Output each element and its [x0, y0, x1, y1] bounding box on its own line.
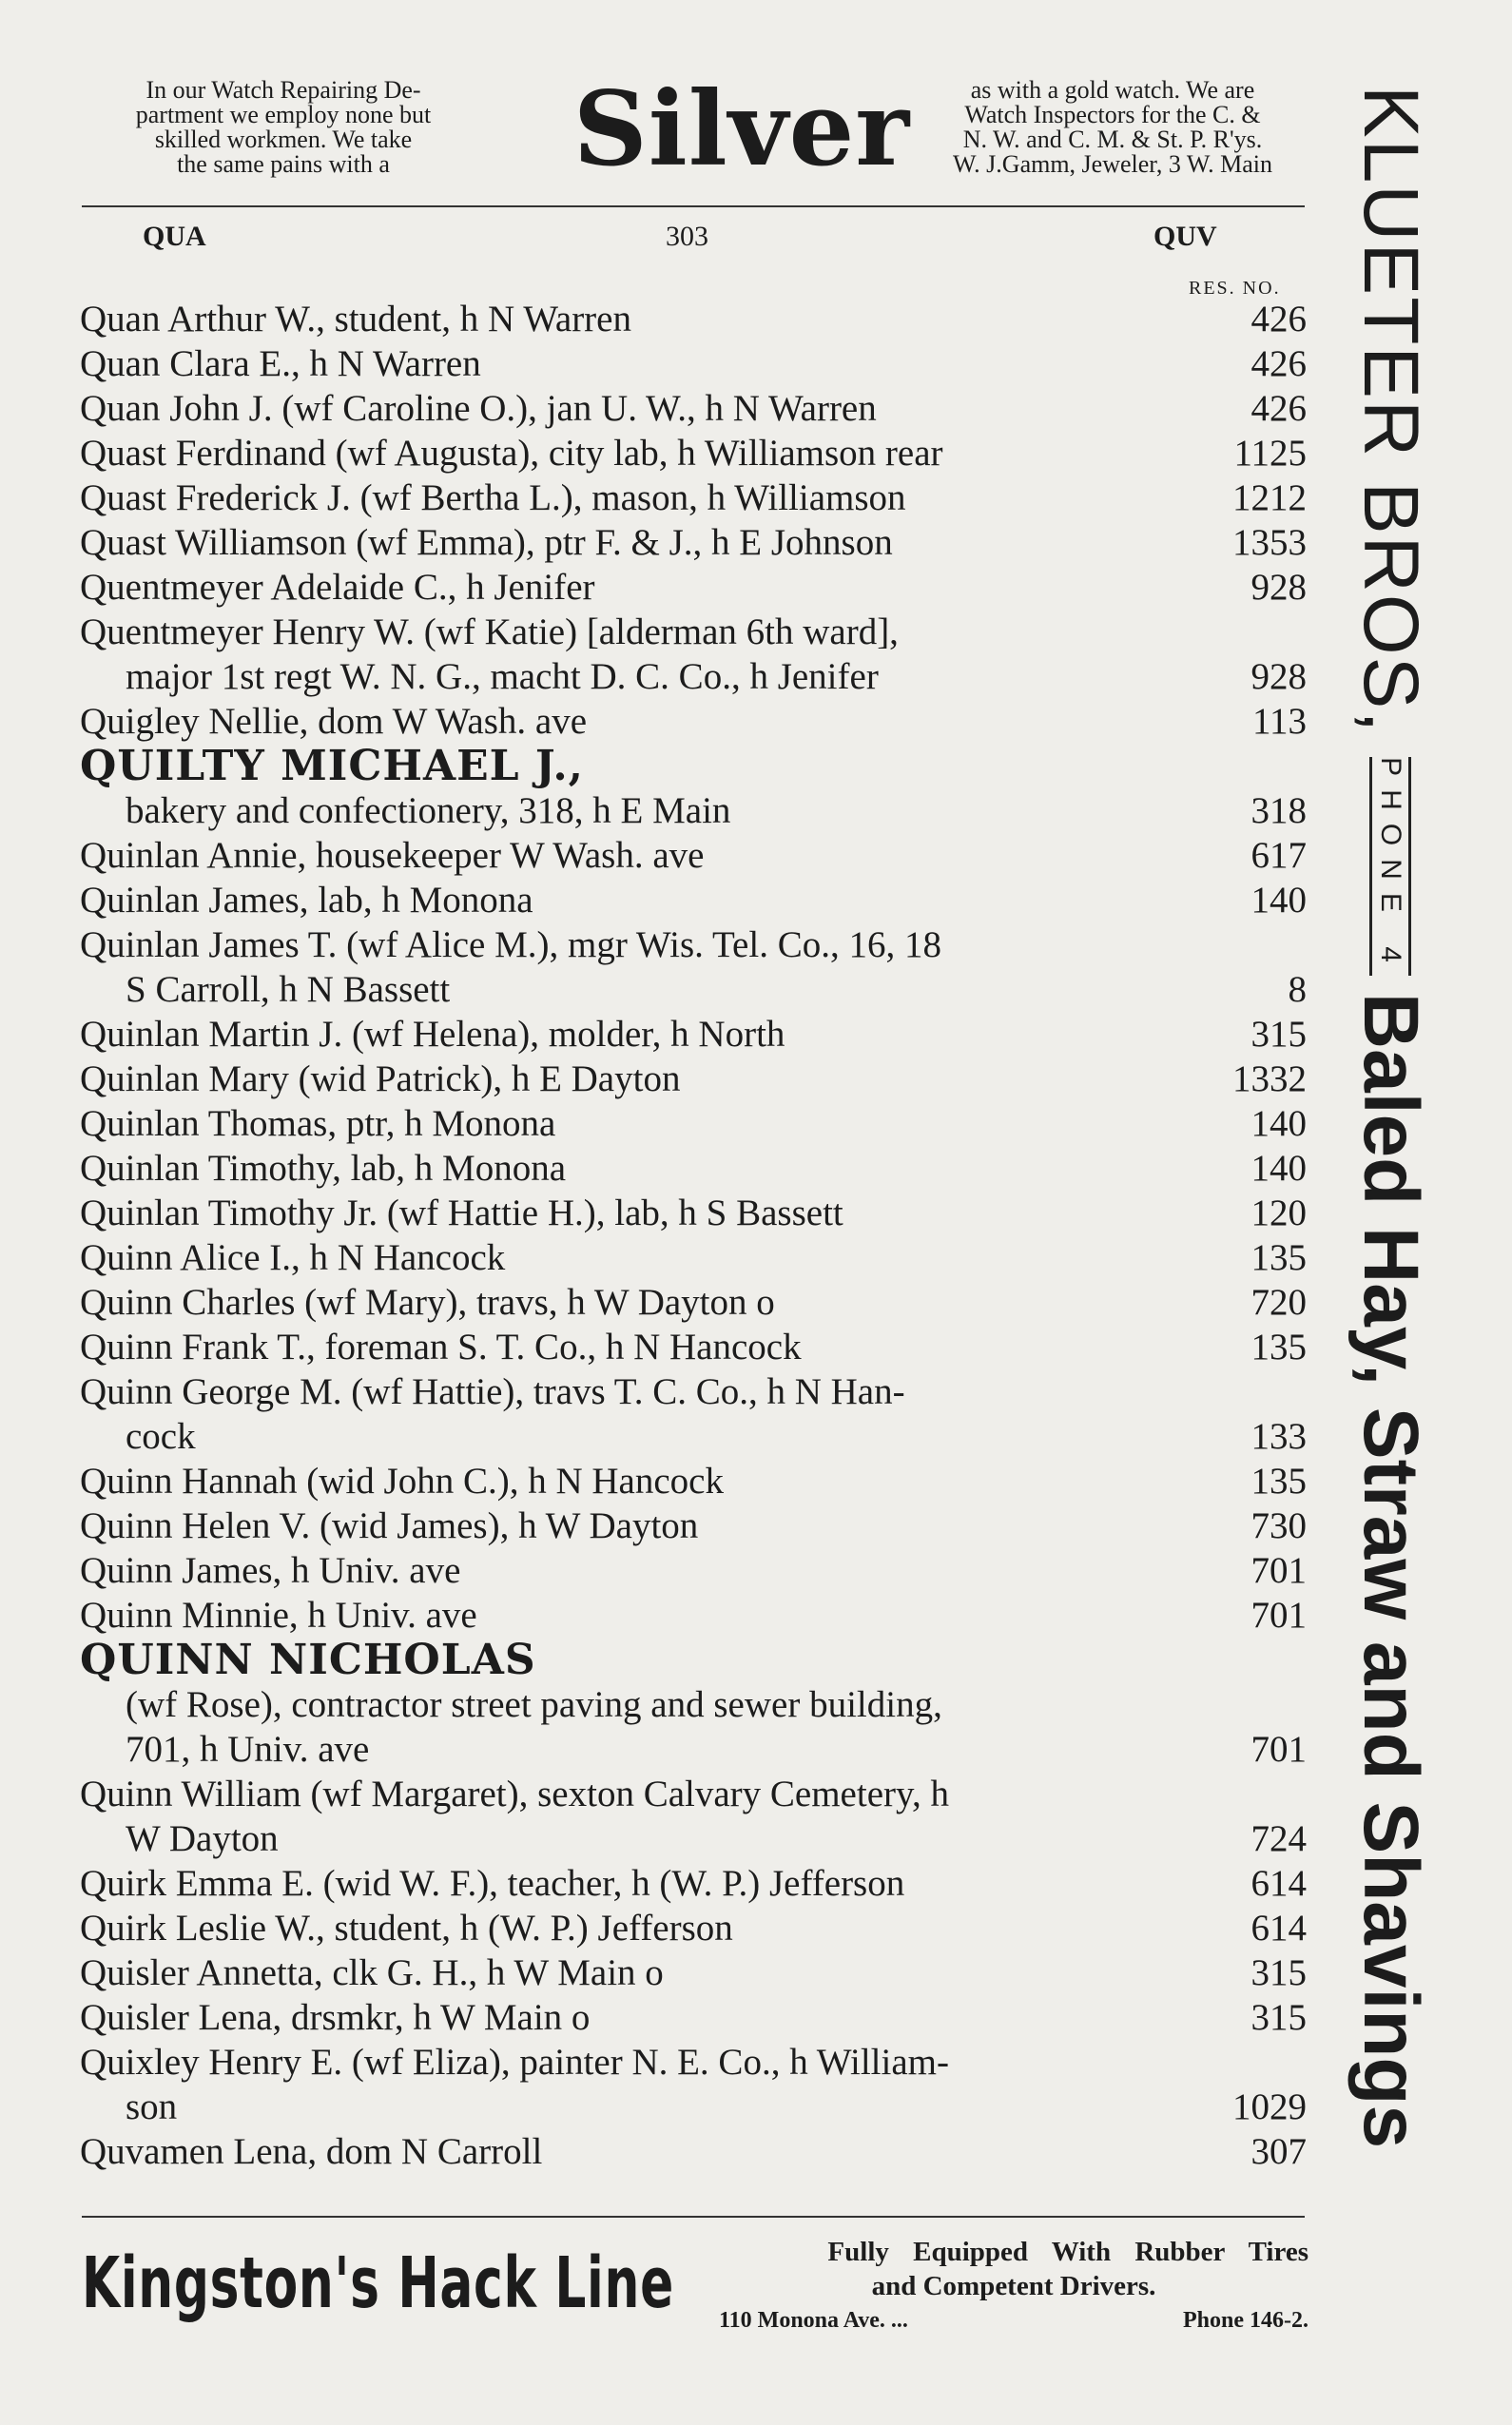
side-advertisement — [1324, 86, 1457, 2368]
directory-entry — [80, 1235, 1307, 1280]
residence-number: 307 — [1250, 2131, 1307, 2172]
residence-number: 614 — [1250, 1908, 1307, 1949]
residence-number: 701 — [1250, 1729, 1307, 1770]
directory-entry — [80, 833, 1307, 878]
directory-entry — [80, 1057, 1307, 1101]
entry-text: QUINN NICHOLAS — [80, 1636, 536, 1684]
directory-entry — [80, 1950, 1307, 1995]
entry-text: major 1st regt W. N. G., macht D. C. Co., h Jenifer — [126, 656, 879, 697]
entry-text: W Dayton — [126, 1818, 279, 1859]
entry-text: Quinlan James T. (wf Alice M.), mgr Wis. Tel. Co., 16, 18 — [80, 924, 941, 965]
directory-entry — [80, 1548, 1307, 1593]
ad-right-text — [913, 78, 1312, 177]
entry-text: Quinlan James, lab, h Monona — [80, 880, 533, 921]
entry-text: Quirk Emma E. (wid W. F.), teacher, h (W. P.) Jefferson — [80, 1863, 905, 1904]
running-head-left: QUA — [143, 221, 206, 252]
entry-text: bakery and confectionery, 318, h E Main — [126, 790, 731, 831]
residence-number: 135 — [1250, 1327, 1307, 1368]
directory-entry — [80, 699, 1307, 744]
entry-text: Quinn Charles (wf Mary), travs, h W Dayton o — [80, 1282, 775, 1323]
ad-left-line: partment we employ none but — [135, 101, 432, 128]
directory-entry — [80, 565, 1307, 610]
entry-continuation — [80, 1816, 1307, 1861]
residence-number: 113 — [1251, 701, 1307, 742]
entry-text: Quinn Hannah (wid John C.), h N Hancock — [80, 1461, 724, 1502]
directory-entry — [80, 386, 1307, 431]
directory-entry — [80, 341, 1307, 386]
residence-number: 730 — [1250, 1505, 1307, 1546]
ad-left-text — [84, 78, 483, 177]
ad-left-line: skilled workmen. We take — [154, 126, 413, 153]
directory-entry — [80, 520, 1307, 565]
ad-left-line: In our Watch Repairing De- — [145, 76, 421, 104]
entry-continuation — [80, 788, 1307, 833]
entry-text: Quixley Henry E. (wf Eliza), painter N. E. Co., h William- — [80, 2042, 949, 2083]
entry-continuation — [80, 654, 1307, 699]
residence-number: 140 — [1250, 880, 1307, 921]
entry-text: Quinn James, h Univ. ave — [80, 1550, 461, 1591]
bottom-ad-contact — [719, 2303, 1308, 2338]
residence-number: 8 — [1288, 969, 1307, 1010]
res-no-column-header: RES. NO. — [1189, 278, 1281, 299]
entry-text: Quinlan Thomas, ptr, h Monona — [80, 1103, 556, 1144]
residence-number: 617 — [1250, 835, 1307, 876]
residence-number: 315 — [1250, 1997, 1307, 2038]
residence-number: 701 — [1250, 1550, 1307, 1591]
directory-entry — [80, 1459, 1307, 1504]
entry-text: son — [126, 2086, 178, 2127]
entry-continuation — [80, 967, 1307, 1012]
entry-text: Quinn Helen V. (wid James), h W Dayton — [80, 1505, 699, 1546]
directory-entry — [80, 1906, 1307, 1950]
ad-right-line: as with a gold watch. We are — [970, 76, 1255, 104]
entry-text: 701, h Univ. ave — [126, 1729, 370, 1770]
directory-entry — [80, 475, 1307, 520]
residence-number: 426 — [1250, 388, 1307, 429]
entry-text: Quast Williamson (wf Emma), ptr F. & J., h E Johnson — [80, 522, 893, 563]
residence-number: 701 — [1250, 1595, 1307, 1636]
entry-text: Quinn Frank T., foreman S. T. Co., h N Hancock — [80, 1327, 802, 1368]
residence-number: 1029 — [1232, 2086, 1307, 2127]
entry-text: Quinn George M. (wf Hattie), travs T. C. Co., h N Han- — [80, 1371, 905, 1412]
entry-text: Quentmeyer Adelaide C., h Jenifer — [80, 567, 595, 608]
directory-entry — [80, 431, 1307, 475]
directory-entry — [80, 1593, 1307, 1638]
directory-entry — [80, 1191, 1307, 1235]
residence-number: 928 — [1250, 567, 1307, 608]
residence-number: 315 — [1250, 1014, 1307, 1055]
residence-number: 724 — [1250, 1818, 1307, 1859]
entry-heading — [80, 1638, 1307, 1682]
residence-number: 1332 — [1232, 1058, 1307, 1099]
side-ad-phone: PHONE 4 — [1369, 757, 1411, 976]
residence-number: 426 — [1250, 299, 1307, 340]
bottom-ad-phone: Phone 146-2. — [1183, 2308, 1308, 2333]
directory-entry — [80, 1772, 1307, 1816]
entry-text: Quast Frederick J. (wf Bertha L.), mason, h Williamson — [80, 477, 906, 518]
residence-number: 614 — [1250, 1863, 1307, 1904]
entry-text: Quan Clara E., h N Warren — [80, 343, 481, 384]
entry-text: Quvamen Lena, dom N Carroll — [80, 2131, 543, 2172]
bottom-advertisement — [82, 2231, 1308, 2345]
entry-continuation — [80, 1727, 1307, 1772]
entry-text: S Carroll, h N Bassett — [126, 969, 451, 1010]
directory-entry — [80, 1861, 1307, 1906]
residence-number: 318 — [1250, 790, 1307, 831]
residence-number: 140 — [1250, 1148, 1307, 1189]
residence-number: 1212 — [1232, 477, 1307, 518]
bottom-ad-address: 110 Monona Ave. ... — [719, 2308, 908, 2333]
ad-right-line: Watch Inspectors for the C. & — [964, 101, 1261, 128]
entry-continuation — [80, 2085, 1307, 2129]
entry-text: Quinlan Timothy, lab, h Monona — [80, 1148, 566, 1189]
entry-text: Quinn William (wf Margaret), sexton Calvary Cemetery, h — [80, 1774, 949, 1814]
directory-entry — [80, 1146, 1307, 1191]
directory-entry — [80, 1504, 1307, 1548]
top-divider — [82, 205, 1305, 207]
entry-text: Quinn Alice I., h N Hancock — [80, 1237, 506, 1278]
directory-entry — [80, 610, 1307, 654]
ad-right-line: W. J.Gamm, Jeweler, 3 W. Main — [953, 150, 1272, 178]
residence-number: 135 — [1250, 1237, 1307, 1278]
residence-number: 120 — [1250, 1193, 1307, 1233]
directory-entry — [80, 1012, 1307, 1057]
ad-right-line: N. W. and C. M. & St. P. R'ys. — [962, 126, 1263, 153]
bottom-ad-line1: Fully Equipped With Rubber Tires — [827, 2237, 1308, 2267]
residence-number: 315 — [1250, 1952, 1307, 1993]
entry-text: Quan John J. (wf Caroline O.), jan U. W., h N Warren — [80, 388, 877, 429]
entry-text: Quentmeyer Henry W. (wf Katie) [alderman 6th ward], — [80, 611, 899, 652]
page-number: 303 — [666, 221, 708, 252]
residence-number: 426 — [1250, 343, 1307, 384]
directory-entry — [80, 878, 1307, 922]
ad-headline: Silver — [572, 69, 911, 189]
entry-text: Quinn Minnie, h Univ. ave — [80, 1595, 477, 1636]
directory-entries — [80, 297, 1307, 2174]
top-advertisement — [76, 69, 1312, 202]
directory-entry — [80, 1101, 1307, 1146]
entry-text: Quinlan Mary (wid Patrick), h E Dayton — [80, 1058, 681, 1099]
bottom-ad-name: Kingston's Hack Line — [82, 2242, 674, 2324]
entry-text: cock — [126, 1416, 196, 1457]
directory-entry — [80, 2129, 1307, 2174]
entry-text: (wf Rose), contractor street paving and sewer building, — [126, 1684, 942, 1725]
directory-entry — [80, 297, 1307, 341]
ad-left-line: the same pains with a — [177, 150, 390, 178]
bottom-divider — [82, 2216, 1305, 2218]
bottom-ad-details — [719, 2235, 1308, 2338]
residence-number: 133 — [1250, 1416, 1307, 1457]
entry-text: Quan Arthur W., student, h N Warren — [80, 299, 631, 340]
entry-text: Quisler Annetta, clk G. H., h W Main o — [80, 1952, 664, 1993]
side-ad-product: Baled Hay, Straw and Shavings — [1347, 992, 1434, 2149]
directory-entry — [80, 1995, 1307, 2040]
directory-entry — [80, 1325, 1307, 1369]
entry-text: Quisler Lena, drsmkr, h W Main o — [80, 1997, 591, 2038]
entry-text: Quinlan Martin J. (wf Helena), molder, h North — [80, 1014, 785, 1055]
residence-number: 720 — [1250, 1282, 1307, 1323]
directory-entry — [80, 2040, 1307, 2085]
entry-text: QUILTY MICHAEL J., — [80, 742, 584, 790]
directory-entry — [80, 1369, 1307, 1414]
residence-number: 1125 — [1233, 433, 1307, 474]
running-head-right: QUV — [1153, 221, 1217, 252]
side-ad-name: KLUETER BROS, — [1347, 86, 1434, 735]
entry-text: Quirk Leslie W., student, h (W. P.) Jefferson — [80, 1908, 733, 1949]
bottom-ad-line2: and Competent Drivers. — [871, 2271, 1156, 2301]
residence-number: 1353 — [1232, 522, 1307, 563]
directory-entry — [80, 1280, 1307, 1325]
entry-continuation — [80, 1414, 1307, 1459]
entry-text: Quast Ferdinand (wf Augusta), city lab, h Williamson rear — [80, 433, 943, 474]
residence-number: 135 — [1250, 1461, 1307, 1502]
entry-text: Quinlan Timothy Jr. (wf Hattie H.), lab, h S Bassett — [80, 1193, 843, 1233]
entry-text: Quinlan Annie, housekeeper W Wash. ave — [80, 835, 705, 876]
entry-text: Quigley Nellie, dom W Wash. ave — [80, 701, 588, 742]
residence-number: 928 — [1250, 656, 1307, 697]
residence-number: 140 — [1250, 1103, 1307, 1144]
entry-continuation — [80, 1682, 1307, 1727]
directory-entry — [80, 922, 1307, 967]
entry-heading — [80, 744, 1307, 788]
